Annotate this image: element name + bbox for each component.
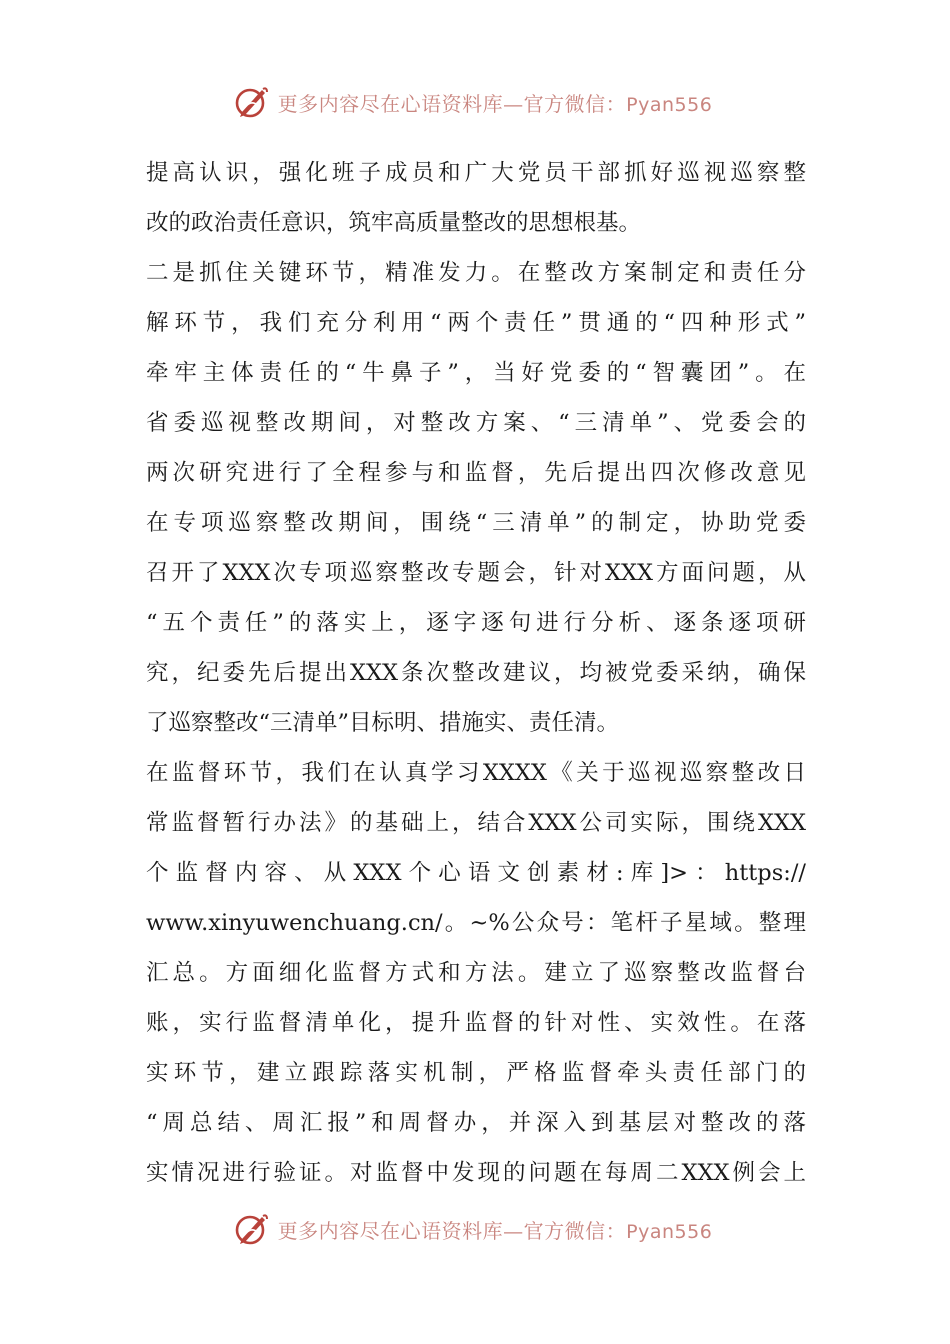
- header-banner-text: [278, 88, 713, 117]
- body-line-5: 牵牢主体责任的“牛鼻子”，当好党委的“智囊团”。在: [146, 360, 806, 386]
- pen-logo-icon: [232, 82, 272, 122]
- header-banner-inner: [232, 82, 713, 122]
- body-line-7: 两次研究进行了全程参与和监督，先后提出四次修改意见: [146, 460, 806, 486]
- body-line-20: “周总结、周汇报”和周督办，并深入到基层对整改的落: [146, 1110, 806, 1136]
- body-line-21: 实情况进行验证。对监督中发现的问题在每周二XXX例会上: [146, 1160, 806, 1186]
- document-body: [146, 148, 806, 1198]
- body-line-3: 二是抓住关键环节，精准发力。在整改方案制定和责任分: [146, 260, 806, 286]
- body-line-9: 召开了XXX次专项巡察整改专题会，针对XXX方面问题，从: [146, 560, 806, 586]
- footer-banner-wx: Pyan556: [626, 1220, 713, 1243]
- body-line-18: 账，实行监督清单化，提升监督的针对性、实效性。在落: [146, 1010, 806, 1036]
- header-banner-cn: 更多内容尽在心语资料库—官方微信：: [277, 91, 627, 116]
- body-line-4: 解环节，我们充分利用“两个责任”贯通的“四种形式”: [146, 310, 806, 336]
- body-line-16: www.xinyuwenchuang.cn/。~%公众号：笔杆子星域。整理: [146, 910, 806, 936]
- pen-logo-icon: [232, 1209, 272, 1249]
- body-line-14: 常监督暂行办法》的基础上，结合XXX公司实际，围绕XXX: [146, 810, 806, 836]
- header-banner-wx: Pyan556: [626, 93, 713, 116]
- body-line-13: 在监督环节，我们在认真学习XXXX《关于巡视巡察整改日: [146, 760, 806, 786]
- body-line-19: 实环节，建立跟踪落实机制，严格监督牵头责任部门的: [146, 1060, 806, 1086]
- body-line-11: 究，纪委先后提出XXX条次整改建议，均被党委采纳，确保: [146, 660, 806, 686]
- body-line-15: 个监督内容、从XXX个心语文创素材:库]>：https://: [146, 860, 806, 886]
- body-line-17: 汇总。方面细化监督方式和方法。建立了巡察整改监督台: [146, 960, 806, 986]
- footer-banner-inner: [232, 1209, 713, 1249]
- footer-banner: [0, 1207, 950, 1251]
- footer-banner-text: [278, 1215, 713, 1244]
- body-line-12: 了巡察整改“三清单”目标明、措施实、责任清。: [146, 710, 620, 736]
- body-line-2: 改的政治责任意识，筑牢高质量整改的思想根基。: [146, 210, 642, 236]
- body-line-10: “五个责任”的落实上，逐字逐句进行分析、逐条逐项研: [146, 610, 806, 636]
- header-banner: [0, 80, 950, 124]
- body-line-6: 省委巡视整改期间，对整改方案、“三清单”、党委会的: [146, 410, 806, 436]
- body-line-1: 提高认识，强化班子成员和广大党员干部抓好巡视巡察整: [146, 160, 806, 186]
- body-line-8: 在专项巡察整改期间，围绕“三清单”的制定，协助党委: [146, 510, 806, 536]
- footer-banner-cn: 更多内容尽在心语资料库—官方微信：: [277, 1218, 627, 1243]
